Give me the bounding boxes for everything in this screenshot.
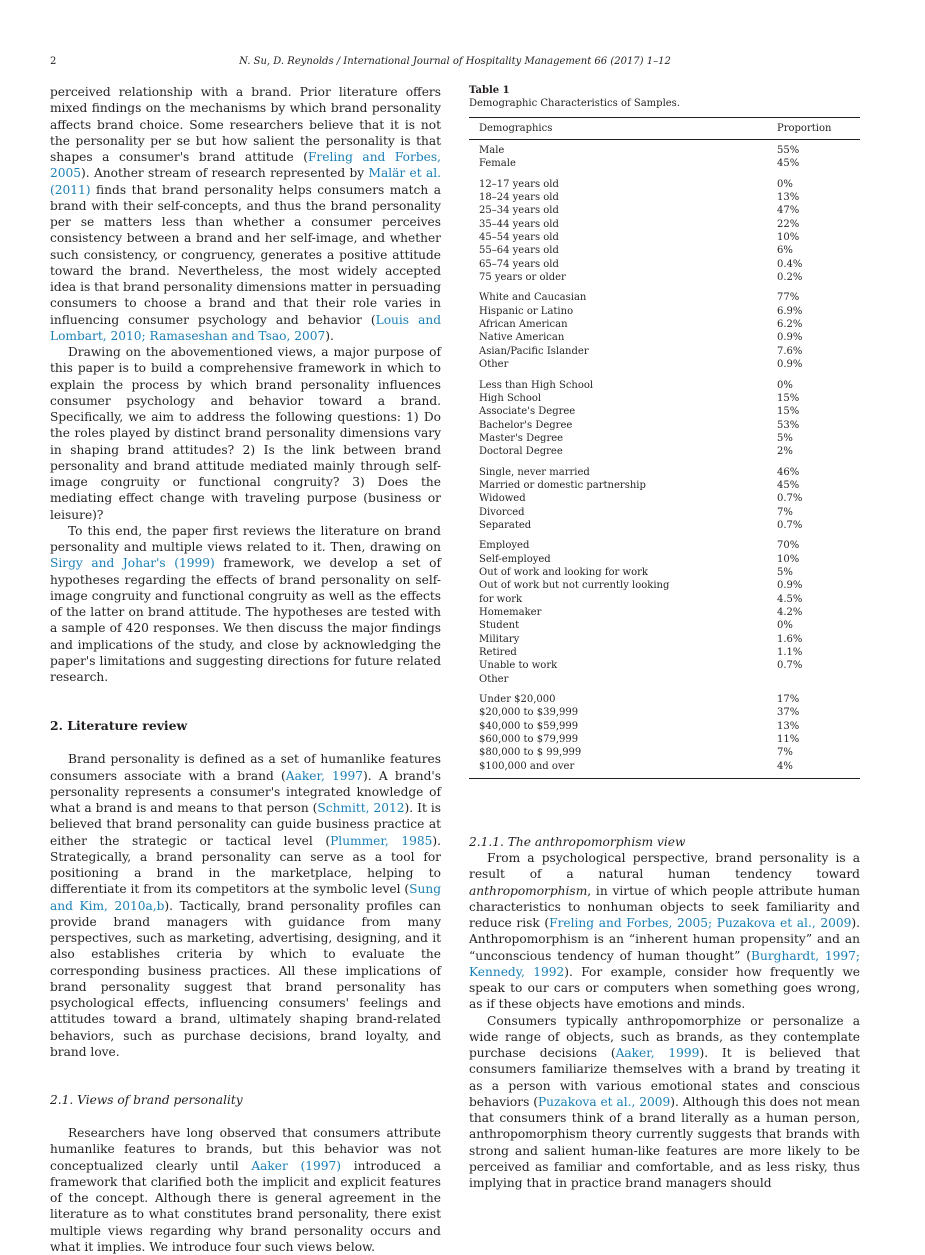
table-row <box>469 331 860 344</box>
text-run: , in virtue of which people attribute human characteristics to nonhuman objects to seek familiarity and reduce risk ( <box>469 883 860 931</box>
proportion-value: 0.7% <box>777 493 803 505</box>
table-row <box>469 579 860 592</box>
demographic-label: Associate's Degree <box>479 406 576 418</box>
proportion-value: 11% <box>777 734 800 746</box>
proportion-value: 47% <box>777 205 800 217</box>
demographic-label: Divorced <box>479 506 525 518</box>
table-row <box>469 318 860 331</box>
text-run: From a psychological perspective, brand personality is a result of a natural human tendency toward <box>469 851 860 882</box>
demographic-label: Homemaker <box>479 607 542 618</box>
table-row <box>469 244 860 257</box>
demographic-label: $60,000 to $79,999 <box>479 734 579 746</box>
proportion-value: 0% <box>777 620 793 632</box>
paragraph-anthropomorphism-1 <box>469 850 860 1013</box>
emphasis-text: anthropomorphism <box>469 883 588 898</box>
proportion-value: 55% <box>777 145 800 156</box>
proportion-value: 4.2% <box>777 607 803 618</box>
proportion-value: 0.7% <box>777 660 803 672</box>
proportion-value: 0.9% <box>777 580 803 592</box>
citation-link[interactable]: Puzakova et al., 2009 <box>537 1094 671 1109</box>
demographic-label: Widowed <box>479 493 526 505</box>
text-run: Consumers typically anthropomorphize or personalize a wide range of objects, such as brands, as they contemplate purchase decisions ( <box>469 1013 860 1061</box>
table-row <box>469 733 860 746</box>
table-row <box>469 218 860 231</box>
text-run: ). Anthropomorphism is an “inherent human propensity” and an “unconscious tendency of human thought” ( <box>469 916 860 963</box>
proportion-value: 10% <box>777 232 800 244</box>
proportion-value: 10% <box>777 553 800 565</box>
proportion-value: 15% <box>777 392 800 404</box>
demographic-label: $20,000 to $39,999 <box>479 707 579 719</box>
column-header-proportion: Proportion <box>777 118 860 140</box>
proportion-value: 77% <box>777 292 800 304</box>
proportion-value: 7% <box>777 506 793 518</box>
table-row <box>469 157 860 170</box>
paragraph-brand-personality-definition <box>50 751 441 1060</box>
proportion-value: 45% <box>777 158 800 170</box>
table-row <box>469 606 860 619</box>
section-heading-literature-review: 2. Literature review <box>50 718 188 734</box>
demographic-label: High School <box>479 392 542 404</box>
subsection-heading-anthropomorphism: 2.1.1. The anthropomorphism view <box>469 835 686 850</box>
demographic-label: Single, never married <box>479 466 590 478</box>
demographic-label: Employed <box>479 540 530 552</box>
table-row <box>469 479 860 492</box>
text-run: ). Strategically, a brand personality can serve as a tool for positioning a brand in the marketplace, helping to differentiate it from its competitors at the symbolic level ( <box>50 833 441 897</box>
table-row <box>469 706 860 719</box>
demographic-label: $80,000 to $ 99,999 <box>479 747 582 759</box>
running-header <box>50 56 860 70</box>
demographic-label: Other <box>479 673 509 685</box>
demographic-label: Under $20,000 <box>479 694 556 706</box>
demographic-label: for work <box>479 593 523 605</box>
demographic-label: Native American <box>479 332 565 344</box>
paragraph-purpose <box>50 344 441 523</box>
demographic-label: Doctoral Degree <box>479 446 563 458</box>
proportion-value <box>777 673 860 686</box>
text-run: ). For example, consider how frequently we speak to our cars or computers when something goes wrong, as if these objects have emotions and minds. <box>469 964 861 1012</box>
table-row <box>469 659 860 672</box>
table-row <box>469 566 860 579</box>
citation-link[interactable]: Freling and Forbes, 2005 <box>50 150 441 181</box>
text-run: ). Tactically, brand personality profiles can provide brand managers with guidance from many perspectives, such as marketing, advertising, designing, and it also establishes criteria by which to evaluate the corresponding business practices. All these implications of brand personality suggest that brand personality has psychological effects, influencing consumers' feelings and attitudes toward a brand, ultimately shaping brand-related behaviors, such as purchase decisions, brand loyalty, and brand love. <box>50 898 441 1059</box>
proportion-value: 0.4% <box>777 258 803 270</box>
demographic-label: $40,000 to $59,999 <box>479 720 579 732</box>
citation-link[interactable]: Sirgy and Johar's (1999) <box>50 556 215 571</box>
table-row <box>469 392 860 405</box>
journal-citation: N. Su, D. Reynolds / International Journal of Hospitality Management 66 (2017) 1–12 <box>239 56 671 67</box>
table-title: Table 1 <box>469 85 510 96</box>
demographic-label: Student <box>479 620 520 632</box>
table-row <box>469 593 860 606</box>
citation-link[interactable]: Plummer, 1985 <box>330 833 433 848</box>
proportion-value: 22% <box>777 218 800 230</box>
proportion-value: 4.5% <box>777 593 803 605</box>
table-row <box>469 519 860 532</box>
demographic-label: Hispanic or Latino <box>479 305 574 317</box>
citation-link[interactable]: Aaker (1997) <box>251 1158 342 1173</box>
demographic-label: 18–24 years old <box>479 192 559 204</box>
table-row <box>469 619 860 632</box>
proportion-value: 15% <box>777 406 800 418</box>
table-row <box>469 258 860 271</box>
proportion-value: 1.1% <box>777 647 803 659</box>
demographic-label: 45–54 years old <box>479 232 559 244</box>
demographic-label: Self-employed <box>479 553 551 565</box>
demographic-label: 12–17 years old <box>479 178 559 190</box>
paragraph-intro-continued <box>50 84 441 344</box>
demographic-label: Asian/Pacific Islander <box>479 345 589 357</box>
demographic-label: Male <box>479 145 505 156</box>
right-column <box>469 84 860 1191</box>
paragraph-views-intro <box>50 1125 441 1255</box>
demographic-label: Female <box>479 158 516 170</box>
table-row <box>469 760 860 779</box>
citation-link[interactable]: Malär et al. (2011) <box>50 166 441 197</box>
paragraph-structure <box>50 523 441 686</box>
table-row <box>469 432 860 445</box>
table-row <box>469 204 860 217</box>
proportion-value: 0% <box>777 178 793 190</box>
demographic-label: Married or domestic partnership <box>479 479 646 491</box>
text-run: Brand personality is defined as a set of humanlike features consumers associate with a brand ( <box>50 752 441 783</box>
demographic-label: $100,000 and over <box>469 760 777 779</box>
demographic-label: Other <box>479 359 509 371</box>
demographic-label: Military <box>479 633 520 645</box>
table-row <box>469 720 860 733</box>
text-run: Drawing on the abovementioned views, a major purpose of this paper is to build a comprehensive framework in which to explain the process by which brand personality influences consumer psychology and behavior toward a brand. Specifically, we aim to address the following questions: 1) Do the roles played by distinct brand personality dimensions vary in shaping brand attitudes? 2) Is the link between brand personality and brand attitude mediated mainly through self-image congruity or functional congruity? 3) Does the mediating effect change with traveling purpose (business or leisure)? <box>50 345 441 522</box>
table-row <box>469 532 860 552</box>
table-row <box>469 506 860 519</box>
text-run: ). It is believed that consumers familiarize themselves with a brand by treating it as a person with various emotional states and conscious behaviors ( <box>469 1046 860 1109</box>
proportion-value: 0.2% <box>777 272 803 284</box>
proportion-value: 2% <box>777 446 793 458</box>
demographic-label: Out of work but not currently looking <box>479 580 670 592</box>
demographic-label: Retired <box>479 647 517 659</box>
proportion-value: 37% <box>777 707 800 719</box>
demographic-label: Unable to work <box>479 660 558 672</box>
table-row <box>469 646 860 659</box>
text-run: Researchers have long observed that consumers attribute humanlike features to brands, but this behavior was not conceptualized clearly until <box>50 1126 441 1173</box>
column-header-demographics: Demographics <box>469 118 777 140</box>
citation-link[interactable]: Aaker, 1999 <box>615 1046 700 1061</box>
citation-link[interactable]: Burghardt, 1997; Kennedy, 1992 <box>469 948 860 979</box>
proportion-value: 0.7% <box>777 519 803 531</box>
table-row <box>469 140 860 158</box>
demographic-label: Master's Degree <box>479 432 564 444</box>
table-row <box>469 191 860 204</box>
table-row <box>469 171 860 191</box>
demographic-label: Bachelor's Degree <box>479 419 573 431</box>
proportion-value: 0% <box>777 379 793 391</box>
text-run: ). Another stream of research represented by <box>81 166 369 181</box>
proportion-value: 0.9% <box>777 359 803 371</box>
citation-link[interactable]: Freling and Forbes, 2005; Puzakova et al., 2009 <box>549 916 852 931</box>
proportion-value: 17% <box>777 694 800 706</box>
table-row <box>469 673 860 686</box>
proportion-value: 45% <box>777 479 800 491</box>
demographic-label: 35–44 years old <box>479 218 559 230</box>
table-row <box>469 633 860 646</box>
citation-link[interactable]: Schmitt, 2012 <box>317 801 405 815</box>
proportion-value: 0.9% <box>777 332 803 344</box>
left-column <box>50 84 441 1255</box>
table-row <box>469 358 860 371</box>
table-row <box>469 746 860 759</box>
proportion-value: 13% <box>777 192 800 204</box>
table-row <box>469 405 860 418</box>
proportion-value: 5% <box>777 432 793 444</box>
demographic-label: Separated <box>479 519 532 531</box>
demographics-table <box>469 117 860 779</box>
subsection-heading-views: 2.1. Views of brand personality <box>50 1093 243 1107</box>
text-run: introduced a framework that clarified both the implicit and explicit features of the concept. Although there is general agreement in the literature as to what constitutes brand personality, there exist multiple views regarding why brand personality occurs and what it implies. We introduce four such views below. <box>50 1158 441 1254</box>
proportion-value: 4% <box>777 760 860 779</box>
text-run: framework, we develop a set of hypotheses regarding the effects of brand personality on self-image congruity and functional congruity as well as the effects of the latter on brand attitude. The hypotheses are tested with a sample of 420 responses. We then discuss the major findings and implications of the study, and close by acknowledging the paper's limitations and suggesting directions for future related research. <box>50 556 441 684</box>
text-run: To this end, the paper first reviews the literature on brand personality and multiple views related to it. Then, drawing on <box>50 523 441 554</box>
proportion-value: 7% <box>777 747 793 759</box>
table-row <box>469 419 860 432</box>
table-row <box>469 686 860 706</box>
table-row <box>469 492 860 505</box>
citation-link[interactable]: Sung and Kim, 2010a,b <box>50 882 441 913</box>
text-run: finds that brand personality helps consumers match a brand with their self-concepts, and thus the brand personality per se matters less than whether a consumer perceives consistency between a brand and her self-image, and whether such consistency, or congruency, generates a positive attitude toward the brand. Nevertheless, the most widely accepted idea is that brand personality dimensions matter in persuading consumers to choose a brand and that their role varies in influencing consumer psychology and behavior ( <box>50 182 441 327</box>
proportion-value: 6% <box>777 245 793 257</box>
proportion-value: 13% <box>777 720 800 732</box>
demographic-label: White and Caucasian <box>479 292 587 304</box>
proportion-value: 6.2% <box>777 319 803 331</box>
proportion-value: 7.6% <box>777 345 803 357</box>
table-header-row <box>469 118 860 140</box>
citation-link[interactable]: Aaker, 1997 <box>285 768 364 783</box>
text-run: perceived relationship with a brand. Prior literature offers mixed findings on the mechanisms by which brand personality affects brand choice. Some researchers believe that it is not the personality per se but how salient the personality is that shapes a consumer's brand attitude ( <box>50 85 441 164</box>
proportion-value: 5% <box>777 566 793 578</box>
demographic-label: Less than High School <box>479 379 594 391</box>
citation-link[interactable]: Louis and Lombart, 2010; Ramaseshan and Tsao, 2007 <box>50 312 441 343</box>
proportion-value: 53% <box>777 419 800 431</box>
table-row <box>469 284 860 304</box>
demographic-label: African American <box>479 319 568 331</box>
text-run: ). A brand's personality represents a consumer's integrated knowledge of what a brand is and means to that person ( <box>50 768 441 815</box>
demographic-label: 65–74 years old <box>479 258 559 270</box>
paragraph-anthropomorphism-2 <box>469 1013 860 1192</box>
table-caption: Demographic Characteristics of Samples. <box>469 98 680 109</box>
text-run: ). <box>325 328 334 343</box>
page-number: 2 <box>50 56 57 67</box>
table-row <box>469 459 860 479</box>
table-row <box>469 305 860 318</box>
proportion-value: 1.6% <box>777 633 803 645</box>
table-row <box>469 372 860 392</box>
proportion-value: 46% <box>777 466 800 478</box>
proportion-value: 70% <box>777 540 800 552</box>
demographic-label: Out of work and looking for work <box>479 566 648 578</box>
text-run: ). It is believed that brand personality can guide business practice at either the strategic or tactical level ( <box>50 801 441 848</box>
table-row <box>469 231 860 244</box>
table-row <box>469 271 860 284</box>
table-body <box>469 140 860 779</box>
proportion-value: 6.9% <box>777 305 803 317</box>
table-row <box>469 445 860 458</box>
table-row <box>469 553 860 566</box>
text-run: ). Although this does not mean that consumers think of a brand literally as a human person, anthropomorphism theory currently suggests that brands with strong and salient human-like features are more likely to be perceived as familiar and comfortable, and as less risky, thus implying that in practice brand managers should <box>469 1094 861 1191</box>
demographic-label: 25–34 years old <box>479 205 559 217</box>
demographic-label: 75 years or older <box>479 272 566 284</box>
demographic-label: 55–64 years old <box>479 245 559 257</box>
table-row <box>469 345 860 358</box>
